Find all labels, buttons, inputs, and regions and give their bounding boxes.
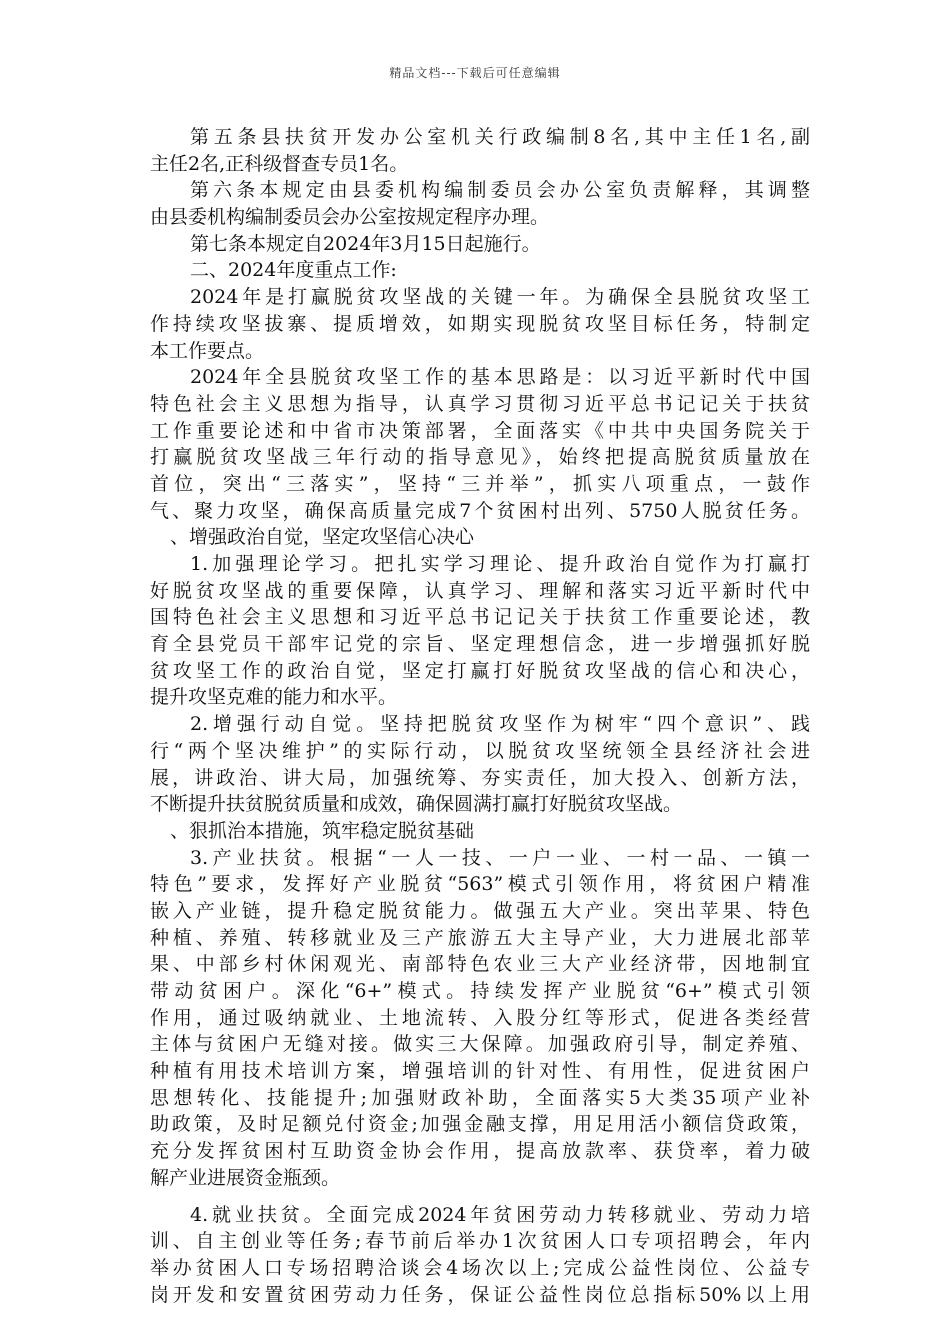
text-line: 特色社会主义思想为指导，认真学习贯彻习近平总书记记关于扶贫	[150, 392, 810, 415]
text-line: 种植有用技术培训方案，增强培训的针对性、有用性，促进贫困户	[150, 1060, 810, 1083]
text-line: 第五条县扶贫开发办公室机关行政编制8名,其中主任1名,副	[190, 126, 810, 148]
text-line: 解产业进展资金瓶颈。	[150, 1166, 341, 1189]
text-line: 好脱贫攻坚战的重要保障，认真学习、理解和落实习近平新时代中	[150, 579, 810, 602]
text-line: 举办贫困人口专场招聘洽谈会4场次以上;完成公益性岗位、公益专	[150, 1256, 810, 1279]
text-line: 作用，通过吸纳就业、土地流转、入股分红等形式，促进各类经营	[150, 1006, 810, 1029]
text-line: 提升攻坚克难的能力和水平。	[150, 686, 398, 709]
text-line: 嵌入产业链，提升稳定脱贫能力。做强五大产业。突出苹果、特色	[150, 899, 810, 922]
text-line: 主任2名,正科级督查专员1名。	[150, 152, 409, 175]
text-line: 岗开发和安置贫困劳动力任务，保证公益性岗位总指标50%以上用	[150, 1283, 810, 1306]
text-line: 思想转化、技能提升;加强财政补助，全面落实5大类35项产业补	[150, 1086, 810, 1109]
text-line: 带动贫困户。深化“6+”模式。持续发挥产业脱贫“6+”模式引领	[150, 980, 810, 1002]
text-line: 由县委机构编制委员会办公室按规定程序办理。	[150, 206, 550, 229]
text-line: 育全县党员干部牢记党的宗旨、坚定理想信念，进一步增强抓好脱	[150, 633, 810, 656]
text-line: 4.就业扶贫。全面完成2024年贫困劳动力转移就业、劳动力培	[190, 1203, 810, 1226]
text-line: 第七条本规定自2024年3月15日起施行。	[190, 232, 541, 255]
text-line: 首位，突出“三落实”，坚持“三并举”，抓实八项重点，一鼓作	[150, 472, 810, 495]
text-line: 不断提升扶贫脱贫质量和成效，确保圆满打赢打好脱贫攻坚战。	[150, 793, 683, 816]
text-line: 国特色社会主义思想和习近平总书记记关于扶贫工作重要论述，教	[150, 606, 810, 629]
text-line: 打赢脱贫攻坚战三年行动的指导意见》，始终把提高脱贫质量放在	[150, 446, 810, 469]
section-heading: 二、2024年度重点工作:	[190, 259, 397, 282]
text-line: 第六条本规定由县委机构编制委员会办公室负责解释，其调整	[190, 179, 810, 202]
page-header: 精品文档---下载后可任意编辑	[389, 66, 561, 80]
text-line: 主体与贫困户无缝对接。做实三大保障。加强政府引导，制定养殖、	[150, 1033, 810, 1056]
text-line: 1.加强理论学习。把扎实学习理论、提升政治自觉作为打赢打	[190, 553, 810, 575]
section-heading: 、增强政治自觉，坚定攻坚信心决心	[170, 526, 475, 549]
text-line: 贫攻坚工作的政治自觉，坚定打赢打好脱贫攻坚战的信心和决心，	[150, 659, 810, 682]
text-line: 2024年是打赢脱贫攻坚战的关键一年。为确保全县脱贫攻坚工	[190, 286, 810, 309]
text-line: 3.产业扶贫。根据“一人一技、一户一业、一村一品、一镇一	[190, 846, 810, 869]
text-line: 种植、养殖、转移就业及三产旅游五大主导产业，大力进展北部苹	[150, 926, 810, 949]
text-line: 特色”要求，发挥好产业脱贫“563”模式引领作用，将贫困户精准	[150, 873, 810, 896]
text-line: 果、中部乡村休闲观光、南部特色农业三大产业经济带，因地制宜	[150, 953, 810, 976]
text-line: 行“两个坚决维护”的实际行动，以脱贫攻坚统领全县经济社会进	[150, 739, 810, 762]
text-line: 展，讲政治、讲大局，加强统筹、夯实责任，加大投入、创新方法，	[150, 766, 810, 789]
text-line: 助政策，及时足额兑付资金;加强金融支撑，用足用活小额信贷政策，	[150, 1113, 810, 1136]
text-line: 本工作要点。	[150, 339, 265, 362]
text-line: 充分发挥贫困村互助资金协会作用，提高放款率、获贷率，着力破	[150, 1140, 810, 1163]
text-line: 2.增强行动自觉。坚持把脱贫攻坚作为树牢“四个意识”、践	[190, 713, 810, 736]
text-line: 训、自主创业等任务;春节前后举办1次贫困人口专项招聘会，年内	[150, 1230, 810, 1253]
text-line: 作持续攻坚拔寨、提质增效，如期实现脱贫攻坚目标任务，特制定	[150, 312, 810, 335]
text-line: 气、聚力攻坚，确保高质量完成7个贫困村出列、5750人脱贫任务。	[150, 499, 810, 522]
text-line: 2024年全县脱贫攻坚工作的基本思路是：以习近平新时代中国	[190, 366, 810, 389]
document-body	[150, 124, 810, 1308]
section-heading: 、狠抓治本措施，筑牢稳定脱贫基础	[170, 819, 475, 842]
text-line: 工作重要论述和中省市决策部署，全面落实《中共中央国务院关于	[150, 419, 810, 442]
